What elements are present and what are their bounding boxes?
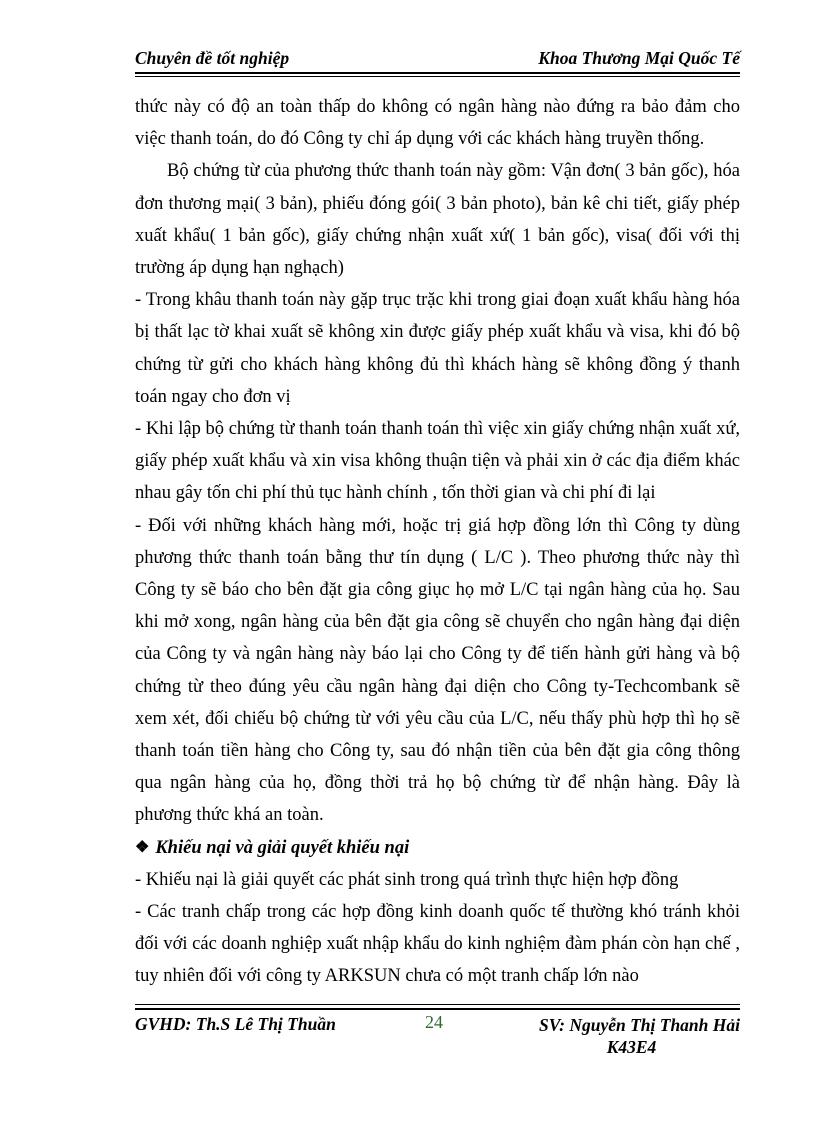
paragraph-documents: Bộ chứng từ của phương thức thanh toán này gồm: Vận đơn( 3 bản gốc), hóa đơn thương mại( 3 bản), phiếu đóng gói( 3 bản photo), bản kê chi tiết, giấy phép xuất khẩu( 1 bản gốc), giấy chứng nhận xuất xứ( 1 bản gốc), visa( đối với thị trường áp dụng hạn nghạch) [135,161,740,279]
header-rule-thin [135,76,740,77]
page-footer [135,1014,740,1064]
header-left-title: Chuyên đề tốt nghiệp [135,48,290,68]
student-class: K43E4 [606,1037,657,1057]
paragraph-problem-1: - Trong khâu thanh toán này gặp trục trặc khi trong giai đoạn xuất khẩu hàng hóa bị thất lạc tờ khai xuất sẽ không xin được giấy phép xuất khẩu và visa, khi đó bộ chứng từ gửi cho khách hàng không đủ thì khách hàng sẽ không đồng ý thanh toán ngay cho đơn vị [135,290,740,407]
section-heading-text: Khiếu nại và giải quyết khiếu nại [155,837,410,858]
student-name: SV: Nguyễn Thị Thanh Hải [539,1015,740,1035]
footer-rule-thin [135,1004,740,1005]
diamond-bullet-icon: ❖ [135,838,150,856]
footer-rule-thick [135,1008,740,1010]
header-rule-thick [135,72,740,74]
paragraph-disputes: - Các tranh chấp trong các hợp đồng kinh doanh quốc tế thường khó tránh khỏi đối với các doanh nghiệp xuất nhập khẩu do kinh nghiệm đàm phán còn hạn chế , tuy nhiên đối với công ty ARKSUN chưa có một tranh chấp lớn nào [135,902,740,987]
paragraph-lc: - Đối với những khách hàng mới, hoặc trị giá hợp đồng lớn thì Công ty dùng phương thức thanh toán bằng thư tín dụng ( L/C ). Theo phương thức này thì Công ty sẽ báo cho bên đặt gia công giục họ mở L/C tại ngân hàng của họ. Sau khi mở xong, ngân hàng của bên đặt gia công sẽ chuyển cho ngân hàng đại diện của Công ty và ngân hàng này báo lại cho Công ty để tiến hành gửi hàng và bộ chứng từ theo đúng yêu cầu ngân hàng đại diện cho Công ty-Techcombank sẽ xem xét, đối chiếu bộ chứng từ với yêu cầu của L/C, nếu thấy phù hợp thì họ sẽ thanh toán tiền hàng cho Công ty, sau đó nhận tiền của bên đặt gia công thông qua ngân hàng của họ, đồng thời trả họ bộ chứng từ để nhận hàng. Đây là phương thức khá an toàn. [135,515,740,826]
advisor-name: GVHD: Th.S Lê Thị Thuần [135,1014,336,1034]
page-number: 24 [425,1012,443,1032]
student-info [505,1014,740,1058]
page-header [135,48,740,74]
paragraph-continuation: thức này có độ an toàn thấp do không có ngân hàng nào đứng ra bảo đảm cho việc thanh toán, do đó Công ty chỉ áp dụng với các khách hàng truyền thống. [135,97,740,150]
paragraph-problem-2: - Khi lập bộ chứng từ thanh toán thanh toán thì việc xin giấy chứng nhận xuất xứ, giấy phép xuất khẩu và xin visa không thuận tiện và phải xin ở các địa điểm khác nhau gây tốn chi phí thủ tục hành chính , tốn thời gian và chi phí đi lại [135,419,740,504]
section-heading [135,832,740,864]
header-right-title: Khoa Thương Mại Quốc Tế [538,48,740,68]
page-body [135,91,740,993]
paragraph-complaint-def: - Khiếu nại là giải quyết các phát sinh trong quá trình thực hiện hợp đồng [135,869,679,890]
